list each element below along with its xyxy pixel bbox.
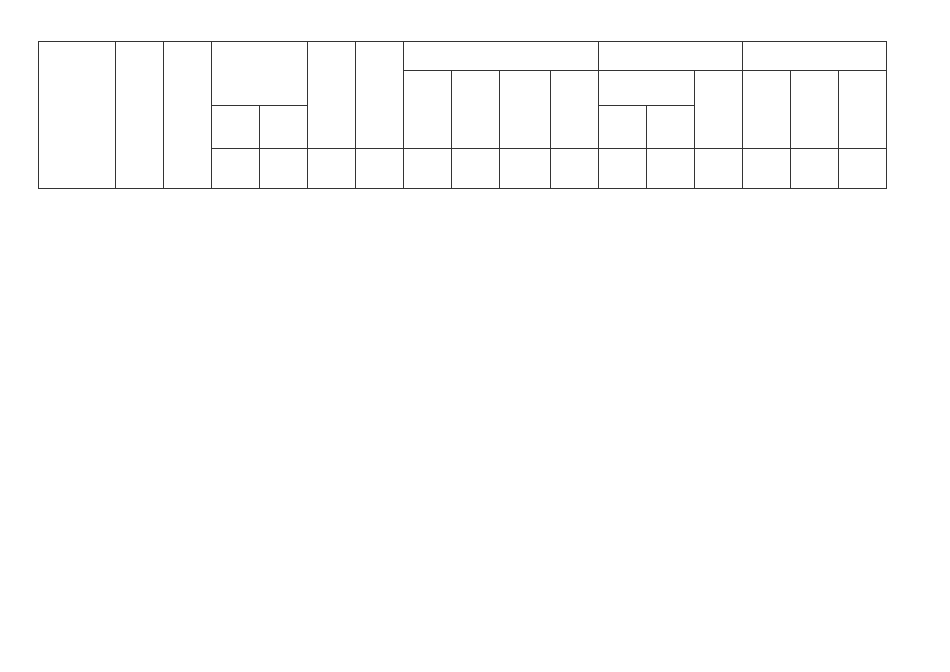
header-periodic-blowdown (212, 42, 308, 106)
unit-col-17 (839, 149, 887, 189)
header-makeup-carbonate (791, 71, 839, 149)
header-salt (695, 71, 743, 149)
unit-col-8 (404, 149, 452, 189)
header-feed-oxygen (452, 71, 500, 149)
header-sample-time (308, 42, 356, 149)
journal-table (38, 41, 887, 189)
header-alkalinity-relative (647, 106, 695, 149)
header-date (39, 42, 116, 189)
header-alkalinity (599, 71, 695, 106)
unit-col-14 (695, 149, 743, 189)
header-boiler-water (599, 42, 743, 71)
unit-col-15 (743, 149, 791, 189)
header-feed-hardness (404, 71, 452, 149)
header-periodic-end (260, 106, 308, 149)
unit-col-9 (452, 149, 500, 189)
unit-col-4 (212, 149, 260, 189)
unit-col-11 (551, 149, 599, 189)
header-alkalinity-total (599, 106, 647, 149)
header-makeup-water (743, 42, 887, 71)
unit-col-12 (599, 149, 647, 189)
unit-col-13 (647, 149, 695, 189)
journal-form (38, 41, 887, 189)
header-continuous-blowdown (356, 42, 404, 149)
unit-col-7 (356, 149, 404, 189)
header-periodic-start (212, 106, 260, 149)
unit-col-5 (260, 149, 308, 189)
header-feed-water (404, 42, 599, 71)
header-makeup-hardness (743, 71, 791, 149)
unit-col-6 (308, 149, 356, 189)
header-boilers (164, 42, 212, 189)
header-feed-oil (551, 71, 599, 149)
header-makeup-oxygen (839, 71, 887, 149)
header-feed-co2 (500, 71, 551, 149)
header-filters (116, 42, 164, 189)
unit-col-10 (500, 149, 551, 189)
unit-col-16 (791, 149, 839, 189)
